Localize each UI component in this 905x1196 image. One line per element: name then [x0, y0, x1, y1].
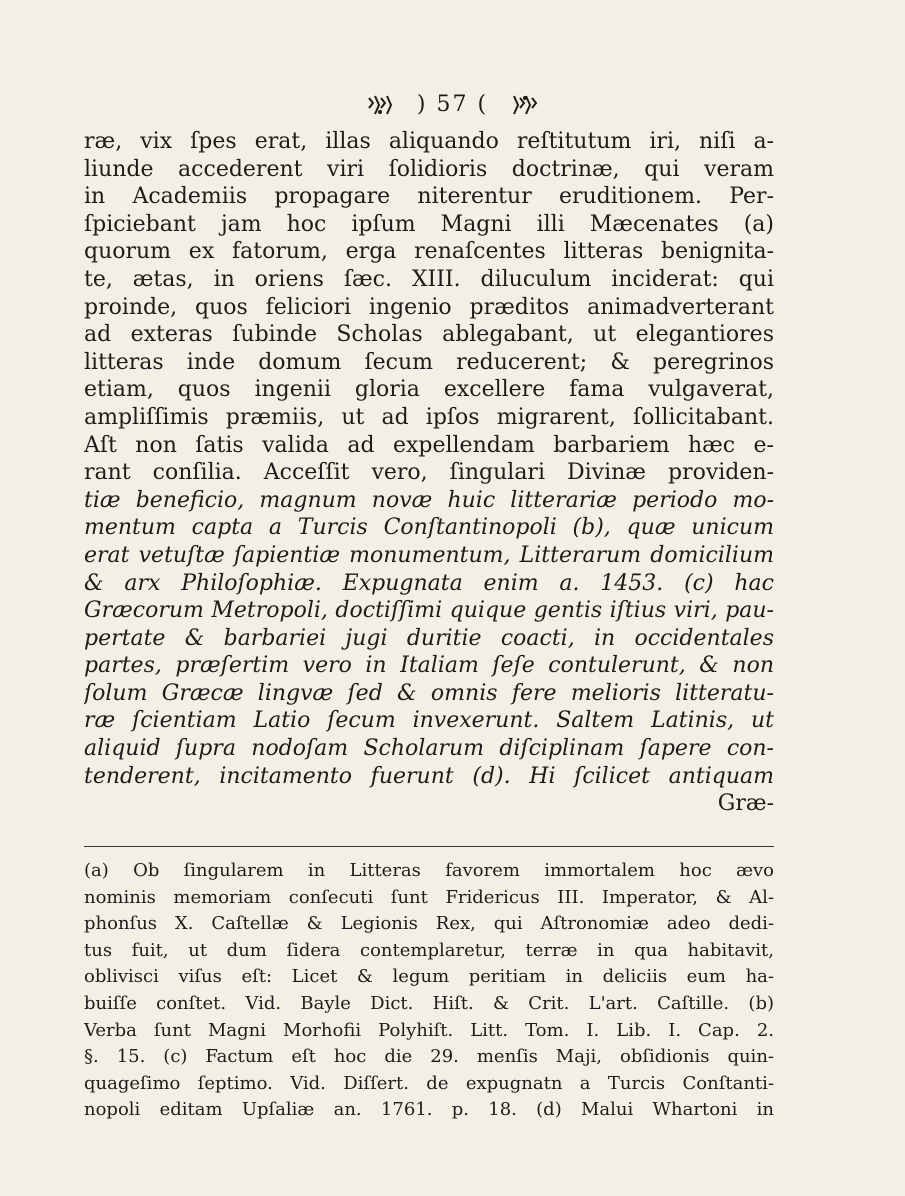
text-line: in Academiis propagare niterentur eruditionem. Per-: [84, 184, 774, 210]
ornament-left-icon: [366, 94, 394, 116]
footnote-line: oblivisci viſus eſt: Licet & legum peritiam in deliciis eum ha-: [84, 966, 774, 988]
footnote-line: nominis memoriam conſecuti ſunt Fridericus III. Imperator, & Al-: [84, 886, 774, 908]
page-number: ) 57 (: [416, 92, 489, 117]
text-line: proinde, quos feliciori ingenio præditos animadverterant: [84, 294, 774, 320]
text-line: ampliſſimis præmiis, ut ad ipſos migrarent, ſollicitabant.: [84, 404, 774, 430]
text-line: ræ ſcientiam Latio ſecum invexerunt. Saltem Latinis, ut: [84, 708, 774, 734]
text-line: pertate & barbariei jugi duritie coacti, in occidentales: [84, 625, 774, 651]
text-line: tenderent, incitamento fuerunt (d). Hi ſcilicet antiquam: [84, 763, 774, 789]
text-line: ſolum Græcæ lingvæ ſed & omnis fere melioris litteratu-: [84, 680, 774, 706]
footnote-line: Verba ſunt Magni Morhofii Polyhiſt. Litt. Tom. I. Lib. I. Cap. 2.: [84, 1019, 774, 1041]
text-line: Aſt non ſatis valida ad expellendam barbariem hæc e-: [84, 432, 774, 458]
text-line: ad exteras ſubinde Scholas ablegabant, ut elegantiores: [84, 322, 774, 348]
footnote-divider: [84, 846, 774, 847]
text-line: te, ætas, in oriens ſæc. XIII. diluculum inciderat: qui: [84, 266, 774, 292]
footnote-line: phonſus X. Caſtellæ & Legionis Rex, qui Aſtronomiæ adeo dedi-: [84, 913, 774, 935]
footnote-line: §. 15. (c) Factum eſt hoc die 29. menſis Maji, obſidionis quin-: [84, 1046, 774, 1068]
text-line: etiam, quos ingenii gloria excellere fama vulgaverat,: [84, 377, 774, 403]
catchword: Græ-: [717, 791, 774, 817]
footnotes: [84, 858, 774, 1124]
text-line: aliquid ſupra nodoſam Scholarum diſciplinam ſapere con-: [84, 736, 774, 762]
text-line: litteras inde domum ſecum reducerent; & peregrinos: [84, 349, 774, 375]
text-line: quorum ex fatorum, erga renaſcentes litteras benignita-: [84, 239, 774, 265]
text-line: & arx Philoſophiæ. Expugnata enim a. 1453. (c) hac: [84, 570, 774, 596]
footnote-line: quageſimo ſeptimo. Vid. Diſſert. de expugnatn a Turcis Conſtanti-: [84, 1072, 774, 1094]
footnote-line: tus fuit, ut dum ſidera contemplaretur, terræ in qua habitavit,: [84, 939, 774, 961]
text-line: tiæ beneficio, magnum novæ huic litterariæ periodo mo-: [84, 487, 774, 513]
text-line: erat vetuſtæ ſapientiæ monumentum, Litterarum domicilium: [84, 542, 774, 568]
main-text: [84, 128, 774, 818]
footnote-line: (a) Ob ſingularem in Litteras favorem immortalem hoc ævo: [84, 860, 774, 881]
page-header: [0, 92, 905, 117]
footnote-line: nopoli editam Upſaliæ an. 1761. p. 18. (d) Malui Whartoni in: [84, 1099, 774, 1121]
footnote-line: buiſſe conſtet. Vid. Bayle Dict. Hiſt. & Crit. L'art. Caſtille. (b): [84, 992, 774, 1014]
text-line: mentum capta a Turcis Conſtantinopoli (b), quæ unicum: [84, 515, 774, 541]
text-line: ſpiciebant jam hoc ipſum Magni illi Mæcenates (a): [84, 211, 774, 237]
text-line: liunde accederent viri ſolidioris doctrinæ, qui veram: [84, 156, 774, 182]
text-line: Græcorum Metropoli, doctiſſimi quique gentis iſtius viri, pau-: [84, 598, 774, 624]
text-line: rant conſilia. Acceſſit vero, ſingulari Divinæ providen-: [84, 460, 774, 486]
ornament-right-icon: [511, 94, 539, 116]
text-line: ræ, vix ſpes erat, illas aliquando reſtitutum iri, niſi a-: [84, 129, 774, 154]
text-line: partes, præſertim vero in Italiam ſeſe contulerunt, & non: [84, 653, 774, 679]
